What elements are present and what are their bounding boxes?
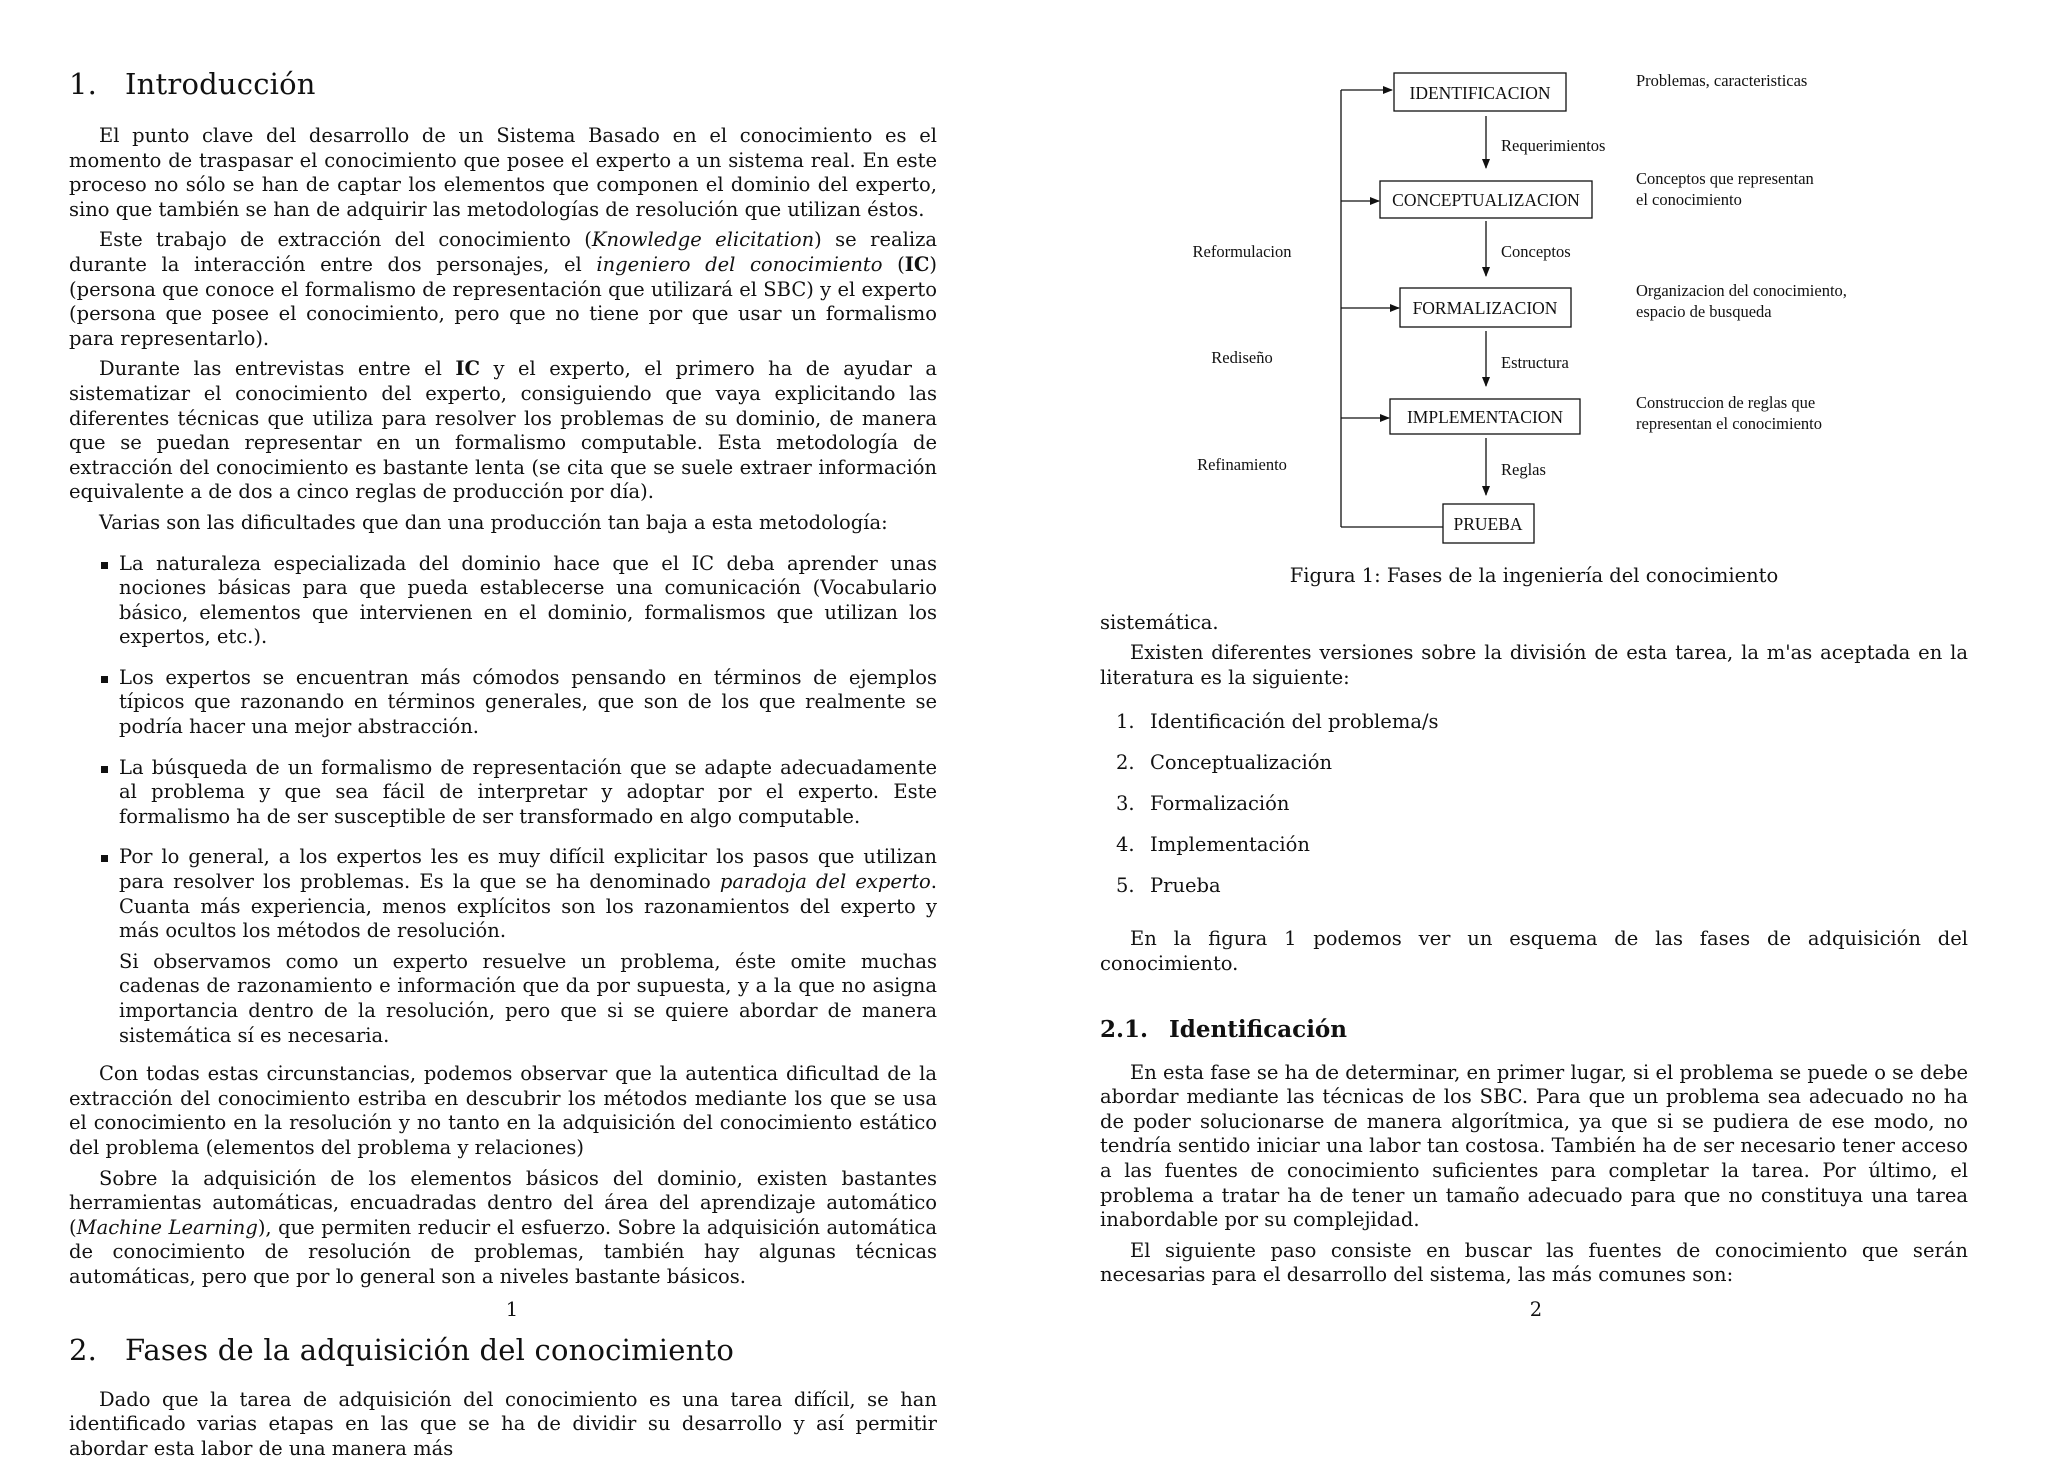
section-2-heading: 2. Fases de la adquisición del conocimiento <box>69 1332 735 1367</box>
phase-note: Construccion de reglas que <box>1636 393 1816 412</box>
paragraph: Dado que la tarea de adquisición del conocimiento es una tarea difícil, se han identificado varias etapas en las que se ha de dividir su desarrollo y así permitir abordar esta labor de una manera más <box>69 1387 937 1460</box>
phase-note: Problemas, caracteristicas <box>1636 71 1808 90</box>
phase-note: representan el conocimiento <box>1636 414 1823 433</box>
page-1-column <box>69 64 937 1461</box>
phases-list <box>1100 710 1968 915</box>
phases-diagram <box>1024 0 2048 560</box>
list-item: La naturaleza especializada del dominio hace que el IC deba aprender unas nociones básicas para que pueda establecerse una comunicación (Vocabulario básico, elementos que intervienen en el dominio, formalismos que utilizan los expertos, etc.). <box>69 552 937 650</box>
page-number: 2 <box>1529 1298 1543 1321</box>
list-item: 1. Identificación del problema/s <box>1116 710 1439 734</box>
phase-label: CONCEPTUALIZACION <box>1392 190 1580 210</box>
feedback-label: Rediseño <box>1211 348 1273 367</box>
paragraph: En la figura 1 podemos ver un esquema de las fases de adquisición del conocimiento. <box>1100 927 1968 975</box>
page-2 <box>1024 0 2048 1448</box>
paragraph: Este trabajo de extracción del conocimiento (Knowledge elicitation) se realiza durante la interacción entre dos personajes, el ingeniero del conocimiento (IC) (persona que conoce el formalismo de representación que utilizará el SBC) y el experto (persona que posee el conocimiento, pero que no tiene por que usar un formalismo para representarlo). <box>69 228 937 350</box>
paragraph: El punto clave del desarrollo de un Sistema Basado en el conocimiento es el momento de traspasar el conocimiento que posee el experto a un sistema real. En este proceso no sólo se han de captar los elementos que componen el dominio del experto, sino que también se han de adquirir las metodologías de resolución que utilizan éstos. <box>69 124 937 221</box>
arrow-label: Reglas <box>1501 460 1546 479</box>
bullet-icon <box>101 766 108 773</box>
phase-note: Organizacion del conocimiento, <box>1636 281 1847 300</box>
phase-label: IMPLEMENTACION <box>1406 407 1564 427</box>
bullet-icon <box>101 676 108 683</box>
paragraph: Con todas estas circunstancias, podemos observar que la autentica dificultad de la extracción del conocimiento estriba en descubrir los métodos mediante los que se usa el conocimiento en la resolución y no tanto en la adquisición del conocimiento estático del problema (elementos del problema y relaciones) <box>69 1062 937 1159</box>
arrow-label: Conceptos <box>1501 242 1571 261</box>
list-item: 5. Prueba <box>1116 874 1221 898</box>
section-2-1-heading: 2.1. Identificación <box>1100 1015 1347 1043</box>
list-item: 4. Implementación <box>1116 833 1310 857</box>
paragraph: Durante las entrevistas entre el IC y el experto, el primero ha de ayudar a sistematizar el conocimiento del experto, consiguiendo que vaya explicitando las diferentes técnicas que utiliza para resolver los problemas de su dominio, de manera que se puedan representar en un formalismo computable. Esta metodología de extracción del conocimiento es bastante lenta (se cita que se suele extraer información equivalente a de dos a cinco reglas de producción por día). <box>69 357 937 504</box>
difficulties-list <box>69 552 937 1049</box>
paragraph: Existen diferentes versiones sobre la división de esta tarea, la m'as aceptada en la literatura es la siguiente: <box>1100 641 1968 689</box>
list-item: La búsqueda de un formalismo de representación que se adapte adecuadamente al problema y que sea fácil de interpretar y adoptar por el experto. Este formalismo ha de ser susceptible de ser transformado en algo computable. <box>69 756 937 830</box>
figure-caption: Figura 1: Fases de la ingeniería del conocimiento <box>1289 564 1779 587</box>
bullet-icon <box>101 855 108 862</box>
paragraph: Varias son las dificultades que dan una producción tan baja a esta metodología: <box>99 510 888 534</box>
arrow-label: Estructura <box>1501 353 1569 372</box>
bullet-icon <box>101 562 108 569</box>
feedback-label: Reformulacion <box>1192 242 1292 261</box>
section-1-heading: 1. Introducción <box>69 67 316 101</box>
paragraph: En esta fase se ha de determinar, en primer lugar, si el problema se puede o se debe abordar mediante las técnicas de los SBC. Para que un problema sea adecuado no ha de poder solucionarse de manera algorítmica, ya que si se pudiera de ese modo, no tendría sentido iniciar una labor tan costosa. También ha de ser necesario tener acceso a las fuentes de conocimiento suficientes para completar la tarea. Por último, el problema a tratar ha de tener un tamaño adecuado para que no constituya una tarea inabordable por su complejidad. <box>1100 1060 1968 1232</box>
page-2-column <box>1100 564 1968 1288</box>
paragraph: Sobre la adquisición de los elementos básicos del dominio, existen bastantes herramientas automáticas, encuadradas dentro del área del aprendizaje automático (Machine Learning), que permiten reducir el esfuerzo. Sobre la adquisición automática de conocimiento de resolución de problemas, también hay algunas técnicas automáticas, pero que por lo general son a niveles bastante básicos. <box>69 1166 937 1288</box>
list-item: Los expertos se encuentran más cómodos pensando en términos de ejemplos típicos que razonando en términos generales, que son de los que realmente se podría hacer una mejor abstracción. <box>69 666 937 740</box>
phase-label: IDENTIFICACION <box>1409 83 1551 103</box>
phase-note: Conceptos que representan <box>1636 169 1814 188</box>
paragraph: sistemática. <box>1100 610 1219 634</box>
page-1 <box>0 0 1024 1460</box>
phase-label: FORMALIZACION <box>1412 298 1558 318</box>
phase-note: el conocimiento <box>1636 190 1742 209</box>
list-item: 2. Conceptualización <box>1116 751 1333 775</box>
list-item: 3. Formalización <box>1116 792 1290 816</box>
list-item: Por lo general, a los expertos les es muy difícil explicitar los pasos que utilizan para resolver los problemas. Es la que se ha denominado paradoja del experto. Cuanta más experiencia, menos explícitos son los razonamientos del experto y más ocultos los métodos de resolución. Si observamos como un experto resuelve un problema, éste omite muchas cadenas de razonamiento e información que da por supuesta, y a la que no asigna importancia dentro de la resolución, pero que si se quiere abordar de manera sistemática sí es necesaria. <box>69 845 937 1048</box>
arrow-label: Requerimientos <box>1501 136 1606 155</box>
page-number: 1 <box>505 1298 519 1321</box>
list-item-subparagraph: Si observamos como un experto resuelve un problema, éste omite muchas cadenas de razonamiento e información que da por supuesta, y a la que no asigna importancia dentro de la resolución, pero que si se quiere abordar de manera sistemática sí es necesaria. <box>119 949 937 1047</box>
phase-label: PRUEBA <box>1453 514 1523 534</box>
feedback-label: Refinamiento <box>1197 455 1287 474</box>
phase-note: espacio de busqueda <box>1636 302 1772 321</box>
paragraph: El siguiente paso consiste en buscar las fuentes de conocimiento que serán necesarias para el desarrollo del sistema, las más comunes son: <box>1100 1238 1968 1287</box>
